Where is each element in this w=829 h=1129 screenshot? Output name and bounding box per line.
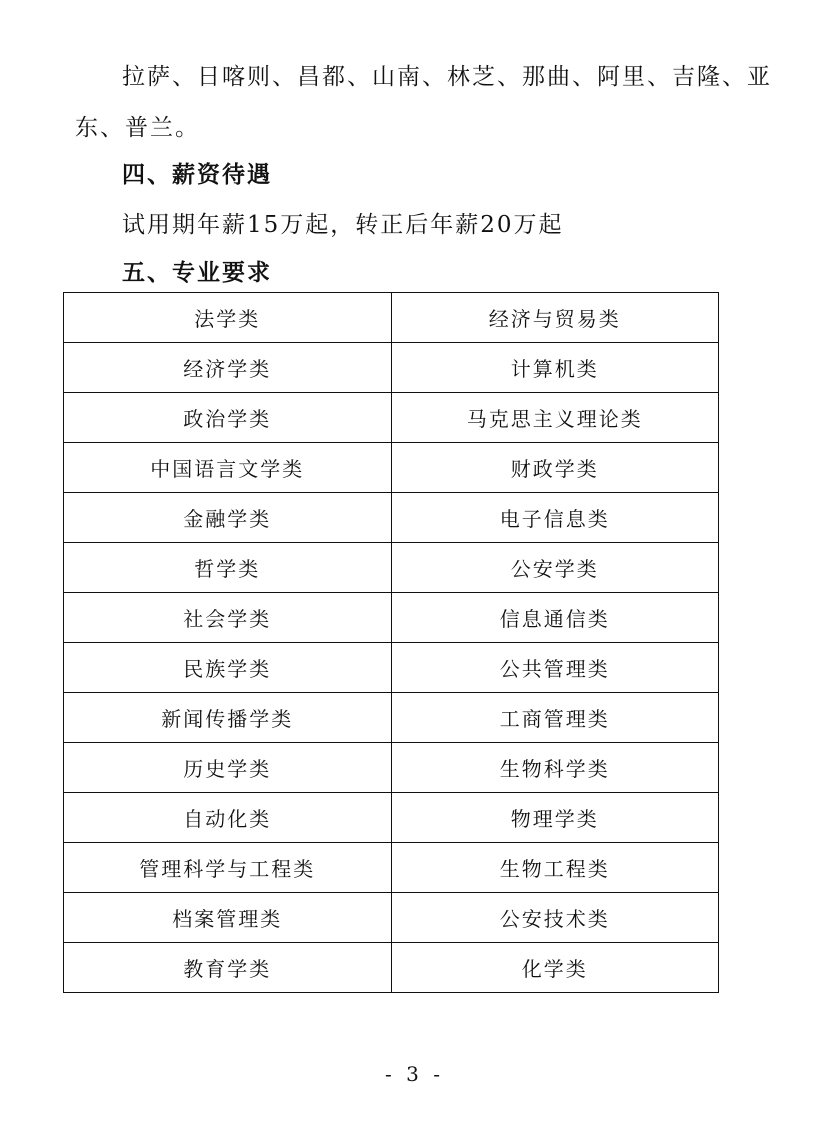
section-heading-majors: 五、专业要求 (122, 260, 272, 286)
major-cell: 公共管理类 (391, 643, 719, 693)
major-cell: 经济学类 (64, 343, 392, 393)
table-row (64, 893, 719, 943)
table-row (64, 493, 719, 543)
table-row (64, 393, 719, 443)
major-cell: 经济与贸易类 (391, 293, 719, 343)
table-row (64, 693, 719, 743)
major-cell: 中国语言文学类 (64, 443, 392, 493)
majors-table (63, 292, 719, 993)
major-cell: 公安学类 (391, 543, 719, 593)
major-cell: 教育学类 (64, 943, 392, 993)
table-row (64, 743, 719, 793)
major-cell: 哲学类 (64, 543, 392, 593)
major-cell: 计算机类 (391, 343, 719, 393)
major-cell: 信息通信类 (391, 593, 719, 643)
major-cell: 马克思主义理论类 (391, 393, 719, 443)
major-cell: 生物工程类 (391, 843, 719, 893)
section-heading-salary: 四、薪资待遇 (122, 162, 272, 188)
salary-text: 试用期年薪15万起，转正后年薪20万起 (122, 212, 564, 238)
major-cell: 金融学类 (64, 493, 392, 543)
major-cell: 生物科学类 (391, 743, 719, 793)
location-list-line-1: 拉萨、日喀则、昌都、山南、林芝、那曲、阿里、吉隆、亚 (122, 64, 772, 90)
major-cell: 工商管理类 (391, 693, 719, 743)
page-number: - 3 - (385, 1062, 444, 1086)
major-cell: 档案管理类 (64, 893, 392, 943)
location-list-line-2: 东、普兰。 (75, 115, 200, 141)
major-cell: 法学类 (64, 293, 392, 343)
major-cell: 管理科学与工程类 (64, 843, 392, 893)
table-row (64, 843, 719, 893)
table-row (64, 593, 719, 643)
major-cell: 化学类 (391, 943, 719, 993)
major-cell: 政治学类 (64, 393, 392, 443)
major-cell: 新闻传播学类 (64, 693, 392, 743)
major-cell: 历史学类 (64, 743, 392, 793)
major-cell: 自动化类 (64, 793, 392, 843)
table-row (64, 543, 719, 593)
major-cell: 电子信息类 (391, 493, 719, 543)
table-row (64, 343, 719, 393)
major-cell: 公安技术类 (391, 893, 719, 943)
table-row (64, 443, 719, 493)
table-row (64, 293, 719, 343)
table-row (64, 943, 719, 993)
major-cell: 民族学类 (64, 643, 392, 693)
table-row (64, 793, 719, 843)
table-row (64, 643, 719, 693)
major-cell: 财政学类 (391, 443, 719, 493)
major-cell: 社会学类 (64, 593, 392, 643)
major-cell: 物理学类 (391, 793, 719, 843)
